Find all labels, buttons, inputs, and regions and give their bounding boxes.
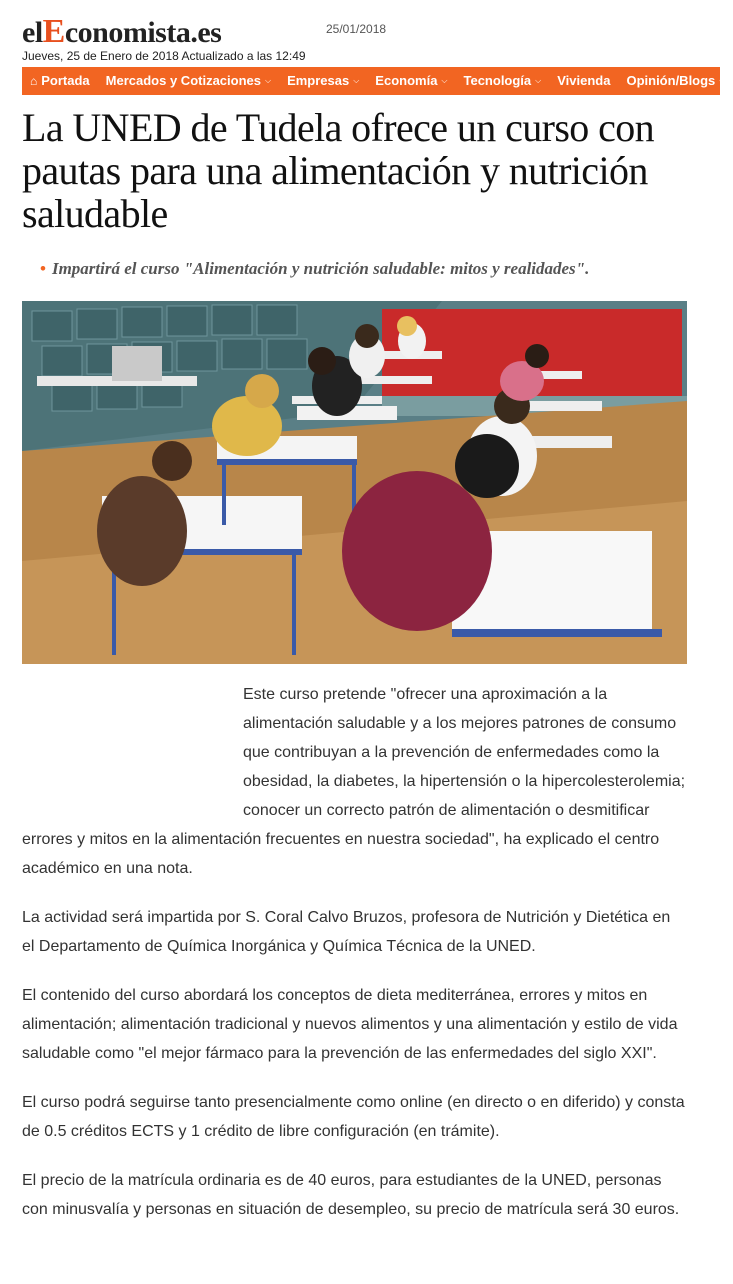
nav-label: Mercados y Cotizaciones: [105, 73, 261, 88]
site-logo[interactable]: [22, 14, 221, 51]
article-paragraph: Este curso pretende "ofrecer una aproximación a la alimentación saludable y a los mejores patrones de consumo que contribuyan a la prevención de enfermedades como la obesidad, la diabetes, la hipertensión o la hipercolesterolemia; conocer un correcto patrón de alimentación o desmitificar errores y mitos en la alimentación frecuentes en nuestra sociedad", ha explicado el centro académico en una nota.: [22, 686, 686, 877]
chevron-down-icon: ⌵: [719, 76, 726, 85]
nav-label: Economía: [375, 73, 438, 88]
article-photo: [22, 301, 687, 664]
update-date: Jueves, 25 de Enero de 2018 Actualizado a las 12:49: [22, 49, 306, 63]
site-header: [22, 14, 702, 64]
article-subtitle: [40, 259, 700, 279]
article-paragraph: La actividad será impartida por S. Coral Calvo Bruzos, profesora de Nutrición y Dietética en el Departamento de Química Inorgánica y Química Técnica de la UNED.: [22, 909, 671, 955]
article-paragraph: El curso podrá seguirse tanto presencialmente como online (en directo o en diferido) y consta de 0.5 créditos ECTS y 1 crédito de libre configuración (en trámite).: [22, 1094, 685, 1140]
chevron-down-icon: ⌵: [535, 76, 542, 85]
nav-item-portada[interactable]: [22, 67, 98, 95]
chevron-down-icon: ⌵: [353, 76, 360, 85]
chevron-down-icon: ⌵: [264, 76, 272, 85]
main-nav: [22, 67, 726, 95]
bullet-icon: •: [40, 259, 46, 278]
nav-item-mercados[interactable]: [98, 67, 279, 95]
text-indent-space: [22, 680, 243, 798]
header-date: 25/01/2018: [326, 22, 387, 36]
nav-label: Vivienda: [557, 73, 611, 88]
chevron-down-icon: ⌵: [441, 76, 448, 85]
classroom-exam-photo: [22, 301, 687, 664]
home-icon: ⌂: [30, 74, 38, 88]
nav-label: Opinión/Blogs: [626, 73, 716, 88]
article-subtitle-text: Impartirá el curso "Alimentación y nutrición saludable: mitos y realidades".: [51, 259, 590, 278]
article-paragraph: El precio de la matrícula ordinaria es de 40 euros, para estudiantes de la UNED, personas con minusvalía y personas en situación de desempleo, su precio de matrícula será 30 euros.: [22, 1172, 680, 1218]
nav-label: Tecnología: [463, 73, 532, 88]
logo-highlight: E: [42, 13, 65, 50]
nav-item-vivienda[interactable]: [549, 67, 618, 95]
logo-prefix: el: [22, 16, 43, 49]
article-title: La UNED de Tudela ofrece un curso con pautas para una alimentación y nutrición saludable: [22, 105, 655, 236]
nav-item-economia[interactable]: [367, 67, 455, 95]
nav-item-tecnologia[interactable]: [456, 67, 550, 95]
article-paragraph: El contenido del curso abordará los conceptos de dieta mediterránea, errores y mitos en alimentación; alimentación tradicional y nuevos alimentos y una alimentación y estilo de vida saludable como "el mejor fármaco para la prevención de las enfermedades del siglo XXI".: [22, 987, 678, 1062]
nav-item-empresas[interactable]: [279, 67, 367, 95]
nav-label: Portada: [41, 73, 90, 88]
logo-suffix: conomista.es: [64, 16, 222, 49]
nav-item-opinion[interactable]: [618, 67, 733, 95]
article-body: [22, 680, 687, 1244]
nav-label: Empresas: [287, 73, 350, 88]
